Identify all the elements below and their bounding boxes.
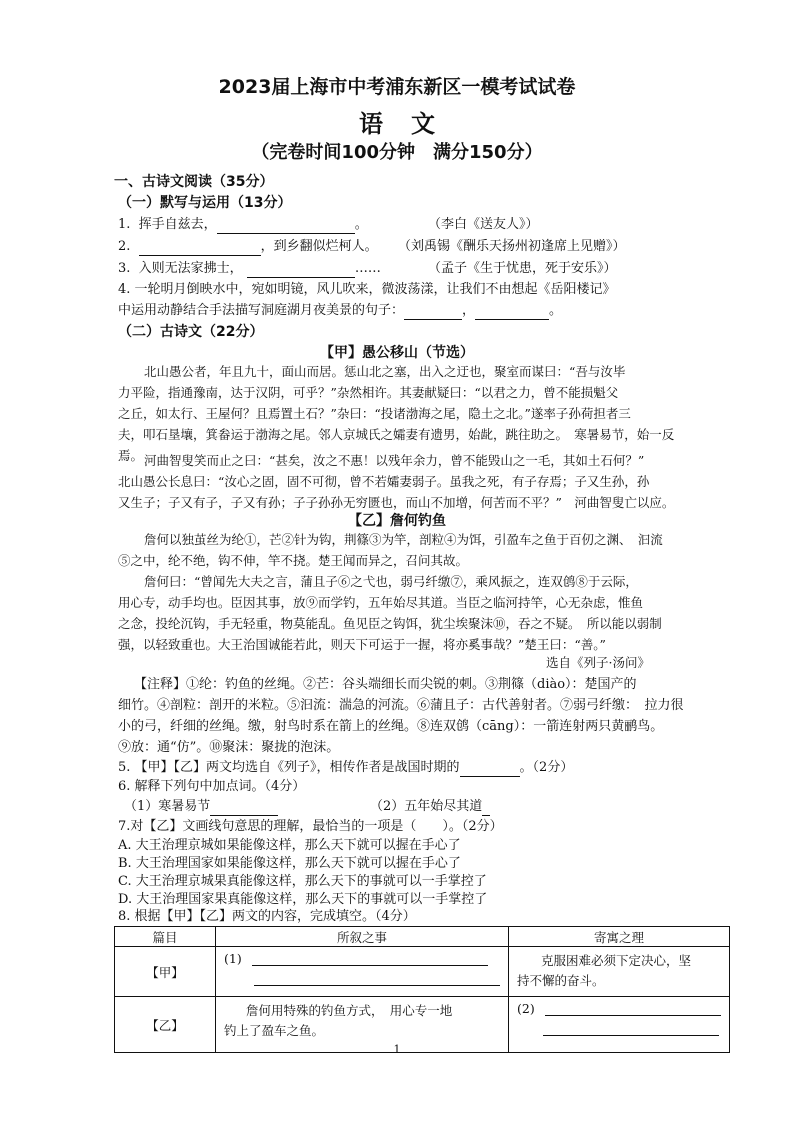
section-heading: 一、古诗文阅读（35分） bbox=[114, 174, 274, 190]
passage-b-source: 选自《列子·汤问》 bbox=[546, 655, 650, 670]
option-a[interactable]: A. 大王治理京城如果能像这样，那么天下就可以握在手心了 bbox=[118, 838, 461, 853]
table-cell-lesson: 克服困难必须下定决心，坚 持不懈的奋斗。 bbox=[509, 947, 730, 997]
question-2: 2. ，到乡翻似烂柯人。 bbox=[118, 239, 378, 254]
answer-blank[interactable] bbox=[139, 242, 261, 256]
question-7: 7.对【乙】文画线句意思的理解，最恰当的一项是（ ）。（2分） bbox=[118, 819, 503, 834]
answer-blank[interactable] bbox=[543, 1022, 719, 1036]
answer-blank[interactable] bbox=[404, 306, 462, 320]
answer-blank[interactable] bbox=[247, 264, 355, 278]
table-cell-lesson[interactable]: (2) bbox=[509, 997, 730, 1053]
table-cell-event: 詹何用特殊的钓鱼方式， 用心专一地 钓上了盈车之鱼。 bbox=[216, 997, 509, 1053]
table-cell-name: 【乙】 bbox=[115, 997, 216, 1053]
passage-b-title: 【乙】詹何钓鱼 bbox=[348, 513, 446, 529]
question-4-line2: 中运用动静结合手法描写洞庭湖月夜美景的句子： ， 。 bbox=[118, 303, 563, 318]
passage-b-para1: 詹何以独茧丝为纶①，芒②针为钩，荆篠③为竿，剖粒④为饵，引盈车之鱼于百仞之渊、 汩流 ⑤之中，纶不绝，钩不伸，竿不挠。楚王闻而异之，召问其故。 bbox=[118, 532, 663, 568]
table-cell-name: 【甲】 bbox=[115, 947, 216, 997]
question-1-source: （李白《送友人》） bbox=[428, 217, 539, 232]
table-header: 篇目 bbox=[115, 927, 216, 947]
question-8: 8. 根据【甲】【乙】两文的内容，完成填空。（4分） bbox=[118, 909, 416, 924]
answer-blank[interactable] bbox=[460, 763, 520, 777]
exam-info: （完卷时间100分钟 满分150分） bbox=[251, 142, 543, 163]
answer-blank[interactable] bbox=[210, 802, 278, 816]
option-b[interactable]: B. 大王治理国家如果能像这样，那么天下就可以握在手心了 bbox=[118, 856, 461, 871]
answer-blank[interactable] bbox=[254, 972, 500, 986]
page-number: 1 bbox=[393, 1043, 401, 1056]
part-heading: （二）古诗文（22分） bbox=[118, 324, 264, 340]
question-4-line1: 4. 一轮明月倒映水中，宛如明镜，风儿吹来，微波荡漾，让我们不由想起《岳阳楼记》 bbox=[118, 282, 616, 297]
question-5: 5. 【甲】【乙】两文均选自《列子》，相传作者是战国时期的 。（2分） bbox=[118, 760, 574, 775]
passage-a-para2: 河曲智叟笑而止之曰：“甚矣，汝之不惠！以残年余力，曾不能毁山之一毛，其如土石何？” 北山愚公长息曰：“汝心之固，固不可彻，曾不若孀妻弱子。虽我之死，有子存焉；子又生孙，孙 又生子；子又有子，子又有孙；子子孙孙无穷匮也，而山不加增，何苦而不平？” 河曲智叟亡以应。 bbox=[118, 453, 675, 510]
question-6-item1: （1）寒暑易节 bbox=[124, 798, 278, 816]
table-header: 寄寓之理 bbox=[509, 927, 730, 947]
answer-blank[interactable] bbox=[482, 802, 490, 816]
option-c[interactable]: C. 大王治理京城果真能像这样，那么天下的事就可以一手掌控了 bbox=[118, 874, 487, 889]
question-1: 1. 挥手自兹去， 。 bbox=[118, 217, 368, 232]
option-d[interactable]: D. 大王治理国家果真能像这样，那么天下的事就可以一手掌控了 bbox=[118, 892, 488, 907]
answer-blank[interactable] bbox=[252, 952, 488, 966]
subject-title: 语文 bbox=[359, 110, 463, 138]
question-6-item2: （2）五年始尽其道 bbox=[370, 798, 490, 816]
question-3-source: （孟子《生于忧患，死于安乐》） bbox=[428, 261, 617, 276]
exam-title: 2023届上海市中考浦东新区一模考试试卷 bbox=[218, 76, 576, 98]
answer-blank[interactable] bbox=[475, 306, 549, 320]
notes: 【注释】①纶：钓鱼的丝绳。②芒：谷头端细长而尖锐的刺。③荆篠（diào）：楚国产的 细竹。④剖粒：剖开的米粒。⑤汩流：湍急的河流。⑥蒲且子：古代善射者。⑦弱弓纤缴： 拉力很 小的弓，纤细的丝绳。缴，射鸟时系在箭上的丝绳。⑧连双鸧（cāng）：一箭连射两只黄鹂鸟。 ⑨放：通“仿”。⑩聚沫：聚拢的泡沫。 bbox=[118, 677, 684, 755]
question-2-source: （刘禹锡《酬乐天扬州初逢席上见赠》） bbox=[398, 239, 626, 254]
table-row bbox=[115, 947, 730, 997]
question-6: 6. 解释下列句中加点词。（4分） bbox=[118, 779, 306, 794]
table-header-row bbox=[115, 927, 730, 947]
answer-table bbox=[114, 926, 730, 1053]
table-cell-event[interactable]: (1) bbox=[216, 947, 509, 997]
passage-b-para2: 詹何曰：“曾闻先大夫之言，蒲且子⑥之弋也，弱弓纤缴⑦，乘风振之，连双鸧⑧于云际， 用心专，动手均也。臣因其事，放⑨而学钓，五年始尽其道。当臣之临河持竿，心无杂虑，惟鱼 之念，投纶沉钩，手无轻重，物莫能乱。鱼见臣之钩饵，犹尘埃聚沫⑩，吞之不疑。 所以能以弱制 强，以轻致重也。大王治国诚能若此，则天下可运于一握，将亦奚事哉？”楚王曰：“善。” bbox=[118, 574, 662, 652]
passage-a-title: 【甲】愚公移山（节选） bbox=[320, 345, 474, 361]
passage-a-para1: 北山愚公者，年且九十，面山而居。惩山北之塞，出入之迂也，聚室而谋曰：“吾与汝毕 力平险，指通豫南，达于汉阴，可乎？”杂然相许。其妻献疑曰：“以君之力，曾不能损魁父 之丘，如太行、王屋何？且焉置土石？”杂曰：“投诸渤海之尾，隐土之北。”遂率子孙荷担者三 夫，叩石垦壤，箕畚运于渤海之尾。邻人京城氏之孀妻有遗男，始龀，跳往助之。 寒暑易节，始一反 焉。 bbox=[118, 364, 675, 463]
question-3: 3. 入则无法家拂士， …… bbox=[118, 261, 381, 276]
table-header: 所叙之事 bbox=[216, 927, 509, 947]
answer-blank[interactable] bbox=[545, 1002, 721, 1016]
answer-blank[interactable] bbox=[217, 220, 355, 234]
part-heading: （一）默写与运用（13分） bbox=[118, 195, 292, 211]
